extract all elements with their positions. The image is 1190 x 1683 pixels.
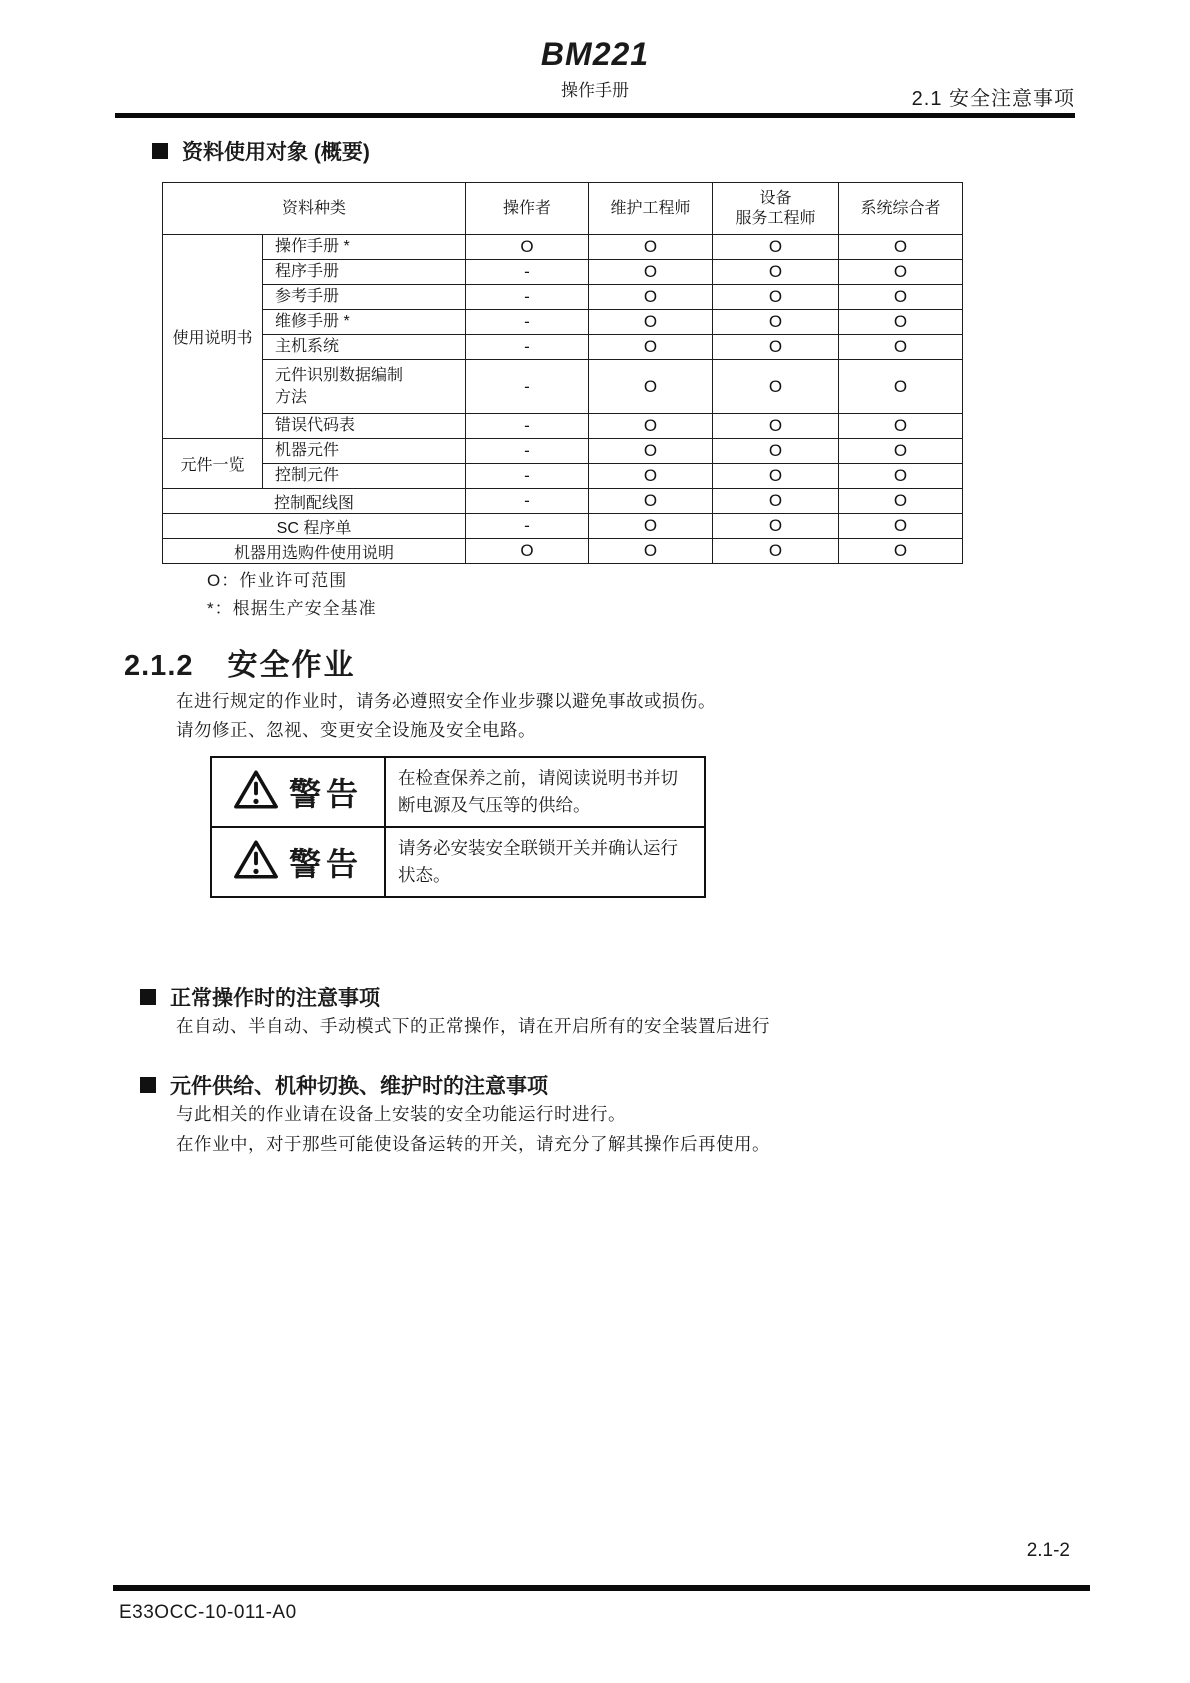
col-header-equipment-line2: 服务工程师	[735, 209, 816, 227]
warning-label-cell	[212, 828, 386, 896]
section-bullet-icon	[152, 143, 168, 159]
normal-operation-heading-label: 正常操作时的注意事项	[170, 987, 380, 1010]
page-number: 2.1-2	[1026, 1540, 1070, 1561]
supply-maintenance-text: 在作业中，对于那些可能使设备运转的开关，请充分了解其操作后再使用。	[176, 1134, 770, 1154]
table-mark: O	[839, 414, 963, 439]
table-mark: O	[589, 235, 713, 260]
table-mark: O	[589, 439, 713, 464]
table-mark: O	[839, 310, 963, 335]
section-title: 安全作业	[227, 649, 356, 682]
table-row	[163, 310, 963, 335]
table-mark: -	[466, 414, 589, 439]
warning-triangle-icon	[233, 839, 279, 885]
doc-code: E33OCC-10-011-A0	[119, 1602, 297, 1623]
warning-text: 请务必安装安全联锁开关并确认运行状态。	[398, 838, 678, 885]
table-row	[163, 439, 963, 464]
table-row	[163, 285, 963, 310]
table-mark: O	[589, 539, 713, 564]
normal-operation-text: 在自动、半自动、手动模式下的正常操作，请在开启所有的安全装置后进行	[176, 1016, 770, 1036]
section-bullet-icon	[140, 989, 156, 1005]
row-item-label: 维修手册 *	[263, 310, 466, 335]
table-row	[163, 414, 963, 439]
warning-word: 警告	[288, 776, 363, 812]
table-row	[163, 489, 963, 514]
row-group-label: 使用说明书	[163, 235, 263, 439]
table-legend-circle: O：作业许可范围	[207, 571, 348, 590]
table-header-row	[163, 183, 963, 235]
table-mark: O	[713, 514, 839, 539]
row-item-label: 错误代码表	[263, 414, 466, 439]
table-mark: -	[466, 439, 589, 464]
table-mark: -	[466, 260, 589, 285]
table-mark: O	[839, 285, 963, 310]
table-mark: O	[839, 514, 963, 539]
table-mark: O	[713, 539, 839, 564]
header-section-ref: 2.1 安全注意事项	[911, 88, 1075, 110]
table-mark: O	[713, 360, 839, 414]
doc-title: BM221	[540, 36, 650, 72]
row-item-label: 机器用选购件使用说明	[163, 539, 466, 564]
supply-maintenance-heading	[140, 1070, 548, 1100]
row-item-label: 机器元件	[263, 439, 466, 464]
table-mark: O	[839, 360, 963, 414]
table-mark: O	[466, 539, 589, 564]
table-mark: O	[839, 260, 963, 285]
warning-label-cell	[212, 758, 386, 826]
table-mark: O	[713, 489, 839, 514]
table-mark: -	[466, 360, 589, 414]
table-row	[163, 260, 963, 285]
overview-heading	[152, 136, 370, 166]
table-mark: O	[466, 235, 589, 260]
table-mark: O	[713, 439, 839, 464]
footer-rule	[113, 1585, 1090, 1591]
row-item-label: SC 程序单	[163, 514, 466, 539]
table-mark: O	[839, 489, 963, 514]
table-row	[163, 235, 963, 260]
section-paragraph: 在进行规定的作业时，请务必遵照安全作业步骤以避免事故或损伤。	[176, 691, 716, 711]
row-item-label: 控制元件	[263, 464, 466, 489]
table-mark: O	[589, 360, 713, 414]
table-mark: -	[466, 514, 589, 539]
table-mark: O	[713, 285, 839, 310]
table-mark: -	[466, 285, 589, 310]
section-paragraph: 请勿修正、忽视、变更安全设施及安全电路。	[176, 720, 536, 740]
table-row	[163, 464, 963, 489]
section-number: 2.1.2	[124, 650, 194, 682]
table-row	[163, 360, 963, 414]
warning-word: 警告	[288, 846, 363, 882]
warning-text: 在检查保养之前，请阅读说明书并切断电源及气压等的供给。	[398, 768, 678, 815]
table-mark: O	[589, 489, 713, 514]
col-header-operator: 操作者	[466, 183, 589, 235]
table-mark: O	[839, 439, 963, 464]
table-mark: O	[589, 464, 713, 489]
col-header-maintenance-engineer: 维护工程师	[589, 183, 713, 235]
table-mark: O	[713, 235, 839, 260]
row-item-label: 控制配线图	[163, 489, 466, 514]
table-row	[163, 335, 963, 360]
row-group-label: 元件一览	[163, 439, 263, 489]
col-header-equipment-service-engineer	[713, 183, 839, 235]
table-mark: O	[713, 414, 839, 439]
section-212-heading	[124, 640, 356, 684]
table-mark: O	[839, 235, 963, 260]
table-mark: O	[713, 335, 839, 360]
normal-operation-heading	[140, 982, 380, 1012]
table-mark: O	[713, 464, 839, 489]
row-item-label: 元件识别数据编制方法	[263, 360, 466, 414]
warning-box-group	[210, 756, 706, 898]
overview-heading-label: 资料使用对象 (概要)	[182, 141, 370, 164]
table-mark: O	[839, 539, 963, 564]
supply-maintenance-text: 与此相关的作业请在设备上安装的安全功能运行时进行。	[176, 1104, 626, 1124]
table-mark: O	[713, 260, 839, 285]
table-legend-asterisk: *：根据生产安全基准	[207, 599, 377, 618]
col-header-system-integrator: 系统综合者	[839, 183, 963, 235]
table-mark: -	[466, 489, 589, 514]
table-row	[163, 539, 963, 564]
col-header-doc-type: 资料种类	[163, 183, 466, 235]
table-mark: -	[466, 464, 589, 489]
table-mark: O	[589, 310, 713, 335]
row-item-label: 参考手册	[263, 285, 466, 310]
warning-row	[212, 758, 704, 826]
table-mark: O	[589, 414, 713, 439]
supply-maintenance-heading-label: 元件供给、机种切换、维护时的注意事项	[170, 1075, 548, 1098]
header-rule	[115, 113, 1075, 118]
doc-subtitle: 操作手册	[561, 81, 629, 100]
col-header-equipment-line1: 设备	[759, 189, 792, 207]
table-mark: -	[466, 310, 589, 335]
table-mark: -	[466, 335, 589, 360]
warning-row	[212, 826, 704, 896]
table-mark: O	[589, 260, 713, 285]
table-mark: O	[713, 310, 839, 335]
row-item-label: 主机系统	[263, 335, 466, 360]
warning-triangle-icon	[233, 769, 279, 815]
row-item-label: 程序手册	[263, 260, 466, 285]
table-row	[163, 514, 963, 539]
usage-table	[162, 182, 963, 564]
table-mark: O	[839, 464, 963, 489]
table-mark: O	[589, 514, 713, 539]
table-mark: O	[589, 285, 713, 310]
section-bullet-icon	[140, 1077, 156, 1093]
table-mark: O	[839, 335, 963, 360]
table-mark: O	[589, 335, 713, 360]
row-item-label: 操作手册 *	[263, 235, 466, 260]
